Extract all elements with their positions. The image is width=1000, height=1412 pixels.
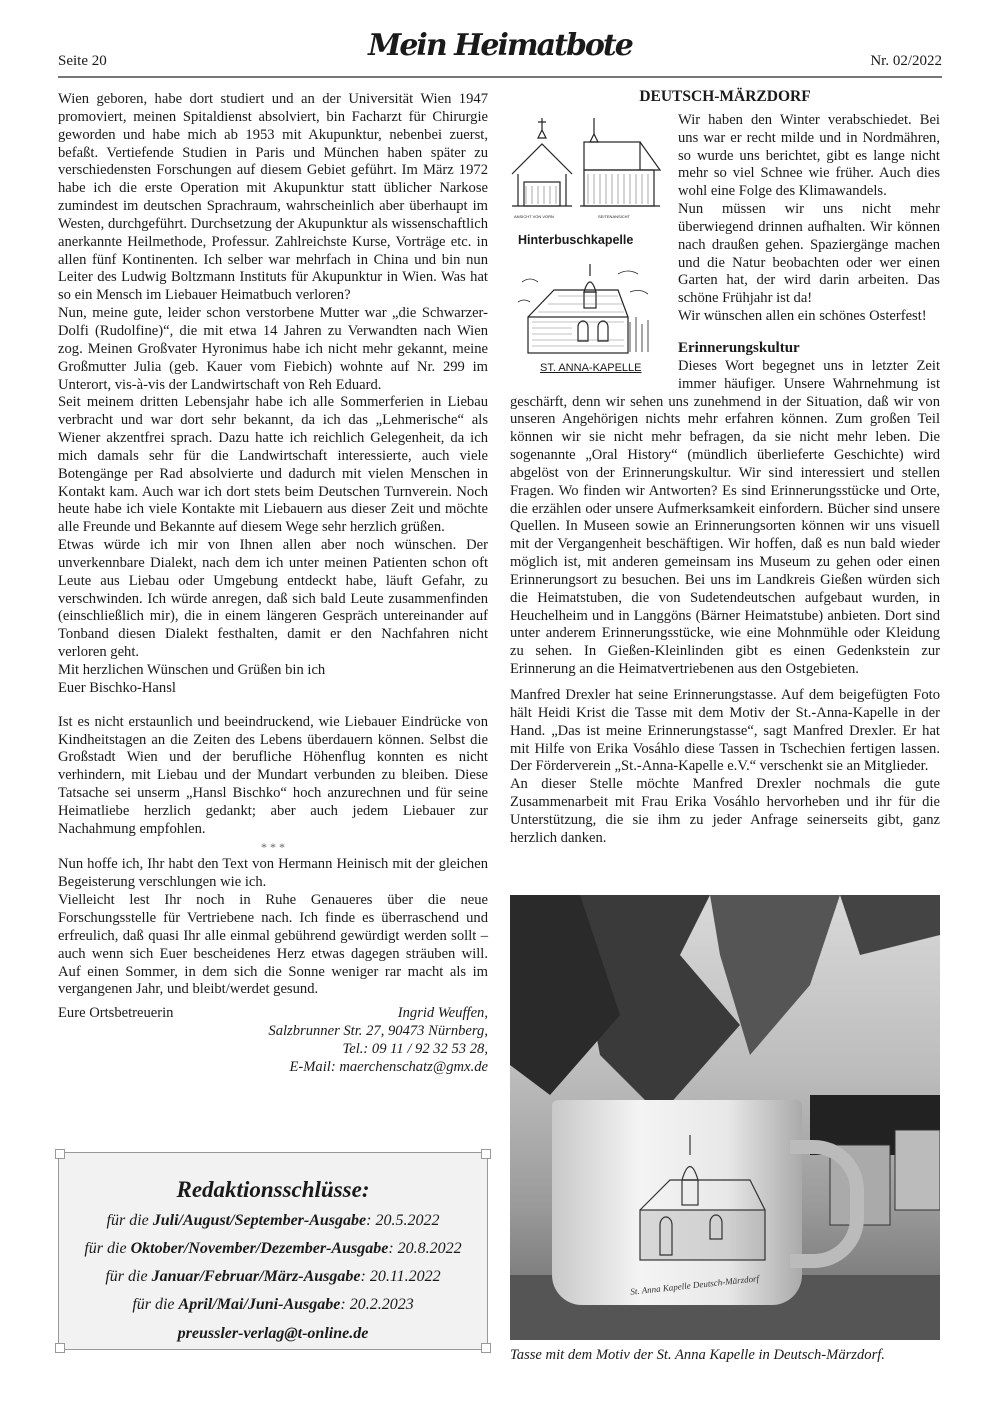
paragraph: Nun müssen wir uns nicht mehr überwiegend drinnen aufhalten. Wir können nach draußen gehen. Spaziergänge machen und die Natur beobachten oder wer einen Garten hat, der wird darin arbeiten. Das schöne Frühjahr ist da! [678,201,940,307]
separator: * * * [261,839,285,854]
paragraph: Mit herzlichen Wünschen und Grüßen bin ich [58,662,326,678]
signature-block [58,1005,488,1077]
front-view-label: ANSICHT VON VORN [514,213,554,219]
paragraph: Seit meinem dritten Lebensjahr habe ich alle Sommerferien in Liebau verbracht und war dort sehr bekannt, da ich das „Lehmerische“ als Wiener akzentfrei sprach. Dazu hatte ich reichlich Gelegenheit, da ich mich damals sehr für die Landwirtschaft interessierte, auch viele Botengänge per Rad absolvierte und dadurch mit vielen Menschen in Kontakt kam. Auch war ich dort stets beim Deutschen Turnverein. Noch heute habe ich viele Kontakte mit Liebauern aus dieser Zeit und möchte alle Freunde und Bekannte auf diesem Wege sehr herzlich grüßen. [58,394,488,536]
mug-inscription: St. Anna Kapelle Deutsch-Märzdorf [629,1273,760,1297]
paragraph: Wir haben den Winter verabschiedet. Bei uns war er recht milde und in Nordmähren, so wurde uns berichtet, gibt es lange nicht mehr so viel Schnee wie früher. Auch dies wohl eine Folge des Klimawandels. [678,111,940,200]
st-anna-kapelle-drawing [518,262,668,357]
paragraph: Dieses Wort begegnet uns in letzter Zeit immer häufiger. Unsere Wahrnehmung ist geschärft, denn wir sehen uns zunehmend in der Situation, daß wir von unseren Angehörigen nichts mehr erfahren können. Zum großen Teil können wir sie nicht mehr befragen, da sie nicht mehr leben. Die sogenannte „Oral History“ (mündlich überlieferte Geschichte) wird abgelöst von der Erinnerungskultur. Wir sind interessiert und stellen Fragen. Wo finden wir Antworten? Es sind Erinnerungsstücke und Orte, die erzählen oder unsere Aufmerksamkeit einfordern. Bücher sind unsere Quellen. In Museen sowie an Erinnerungsorten können wir uns visuell mit der Vergangenheit beschäftigen. Wir hoffen, daß es nun bald wieder möglich ist, mit anderen gemeinsam ins Museum zu gehen oder einen Erinnerungsort zu besuchen. Bei uns im Landkreis Gießen würden sich die Heimatstuben, die von Sudetendeutschen aufgebaut wurden, in Heuchelheim und in Langgöns (Bärner Heimatstube) anbieten. Dort sind unter anderem Erinnerungsstücke, wie eine Mohnmühle oder Kleidung zu sehen. In Gießen-Kleinlinden gibt es einen Gedenkstein zur Erinnerung an die Heimatvertriebenen aus den Ostgebieten. [510,357,940,678]
deadline-item: für die Juli/August/September-Ausgabe: 20.5.2022 [106,1212,440,1229]
deadline-item: für die April/Mai/Juni-Ausgabe: 20.2.2023 [132,1296,414,1313]
subheading: Erinnerungskultur [678,339,800,356]
side-view-label: SEITENANSICHT [598,213,631,219]
mug-handle [790,1140,864,1268]
photo-caption: Tasse mit dem Motiv der St. Anna Kapelle in Deutsch-Märzdorf. [510,1347,885,1363]
issue-number: Nr. 02/2022 [870,53,942,69]
signature-role: Eure Ortsbetreuerin [58,1005,174,1022]
hinterbuschkapelle-drawing [510,116,670,216]
deadline-item: für die Oktober/November/Dezember-Ausgabe: 20.8.2022 [84,1240,462,1257]
left-column [58,91,488,1077]
drawing-caption: ST. ANNA-KAPELLE [540,361,642,374]
deadline-item: für die Januar/Februar/März-Ausgabe: 20.11.2022 [105,1268,441,1285]
paragraph: Etwas würde ich mir von Ihnen allen aber noch wünschen. Der unverkennbare Dialekt, nach dem ich unter meinen Patienten schon oft Leute aus Liebau oder Umgebung entdeckt habe, läuft Gefahr, zu verschwinden. Ich würde anregen, daß sich bald Leute zusammenfinden (einschließlich mir), die in einem längeren Gespräch untereinander auf Tonband diesen Dialekt festhalten, damit er den Nachfahren nicht verloren geht. [58,537,488,661]
signature-address: Salzbrunner Str. 27, 90473 Nürnberg, [268,1023,488,1040]
paragraph: Nun, meine gute, leider schon verstorbene Mutter war „die Schwarzer-Dolfi (Rudolfine)“, die mit etwa 14 Jahren zu Verwandten nach Wien zog. Meinen Großvater Hyronimus habe ich nicht mehr gekannt, meine Großmutter Julia (geb. Kauer vom Fiebich) wohnte auf Nr. 299 im Unterort, vis-à-vis der Landwirtschaft von Reh Eduard. [58,305,488,393]
deadlines-box [58,1152,488,1350]
signature-phone: Tel.: 09 11 / 92 32 53 28, [342,1040,488,1057]
right-column [510,88,940,848]
drawing-caption: Hinterbuschkapelle [518,232,634,247]
page-header [58,28,942,78]
paragraph: Vielleicht lest Ihr noch in Ruhe Genaueres über die neue Forschungsstelle für Vertriebene nach. Ich finde es überraschend und erfreulich, daß quasi Ihr alle einmal gebührend gewürdigt werden sollt – auch wenn sich Euer bescheidenes Herz etwas dagegen sträuben will. Auf einen Sommer, in dem sich die Sonne weniger rar macht als im vergangenen Jahr, und bleibt/werdet gesund. [58,892,488,998]
mug-photo [510,895,940,1340]
paragraph: Wien geboren, habe dort studiert und an der Universität Wien 1947 promoviert, meinen Spitaldienst absolviert, bin Facharzt für Chirurgie geworden und habe mich ab 1953 mit Akupunktur, nebenbei zuerst, befaßt. Vertiefende Studien in Paris und München haben später zu verschiedensten Forschungen auf diesem Gebiet geführt. Im März 1972 habe ich die erste Operation mit Akupunktur statt üblicher Narkose zumindest im deutschen Sprachraum, wahrscheinlich aber überhaupt im Westen, durchgeführt. Durchsetzung der Akupunktur als wissenschaftlich anerkannte Heilmethode, Professur. Zahlreichste Kurse, Vorträge etc. in allen fünf Kontinenten. Ich selber war mehrfach in China und bin nun Leiter des Ludwig Boltzmann Instituts für Akupunktur in Wien. Was hat so ein Mensch im Liebauer Heimatbuch verloren? [58,91,488,304]
paragraph: Wir wünschen allen ein schönes Osterfest! [678,308,927,325]
section-title: DEUTSCH-MÄRZDORF [639,88,811,105]
paragraph: Nun hoffe ich, Ihr habt den Text von Hermann Heinisch mit der gleichen Begeisterung verschlungen wie ich. [58,856,488,891]
page-number: Seite 20 [58,53,107,69]
editor-comment: Ist es nicht erstaunlich und beeindruckend, wie Liebauer Eindrücke von Kindheitstagen an die Zeiten des Lebens überdauern können. Selbst die Großstadt Wien und der berufliche Höhenflug konnten es nicht verhindern, mit Liebau und der Mundart verbunden zu bleiben. Diese Tatsache sei unserm „Hansl Bischko“ hoch anzurechnen und für seine Heimatliebe herzlich gedankt; aber auch jedem Liebauer zur Nachahmung empfohlen. [58,713,488,837]
paragraph: Manfred Drexler hat seine Erinnerungstasse. Auf dem beigefügten Foto hält Heidi Krist die Tasse mit dem Motiv der St.-Anna-Kapelle in der Hand. „Das ist meine Erinnerungstasse“, sagt Manfred Drexler. Er hat mit Hilfe von Erika Vosáhlo diese Tassen in Tschechien fertigen lassen. Der Förderverein „St.-Anna-Kapelle e.V.“ verschenkt sie an Mitglieder. [510,687,940,775]
paragraph: Euer Bischko-Hansl [58,679,176,696]
signature-name: Ingrid Weuffen, [397,1005,488,1022]
signature-email[interactable]: E-Mail: maerchenschatz@gmx.de [289,1058,488,1075]
deadlines-title: Redaktionsschlüsse: [176,1177,370,1202]
mug-church-motif [630,1135,780,1265]
chapel-drawings [510,112,678,384]
masthead-logo: Mein Heimatbote [368,28,632,63]
publisher-email[interactable]: preussler-verlag@t-online.de [177,1325,369,1342]
paragraph: An dieser Stelle möchte Manfred Drexler nochmals die gute Zusammenarbeit mit Frau Erika Vosáhlo hervorheben und ihr für die Unterstützung, die sie ihm zu jeder Anfrage seinerseits gibt, ganz herzlich danken. [510,776,940,846]
